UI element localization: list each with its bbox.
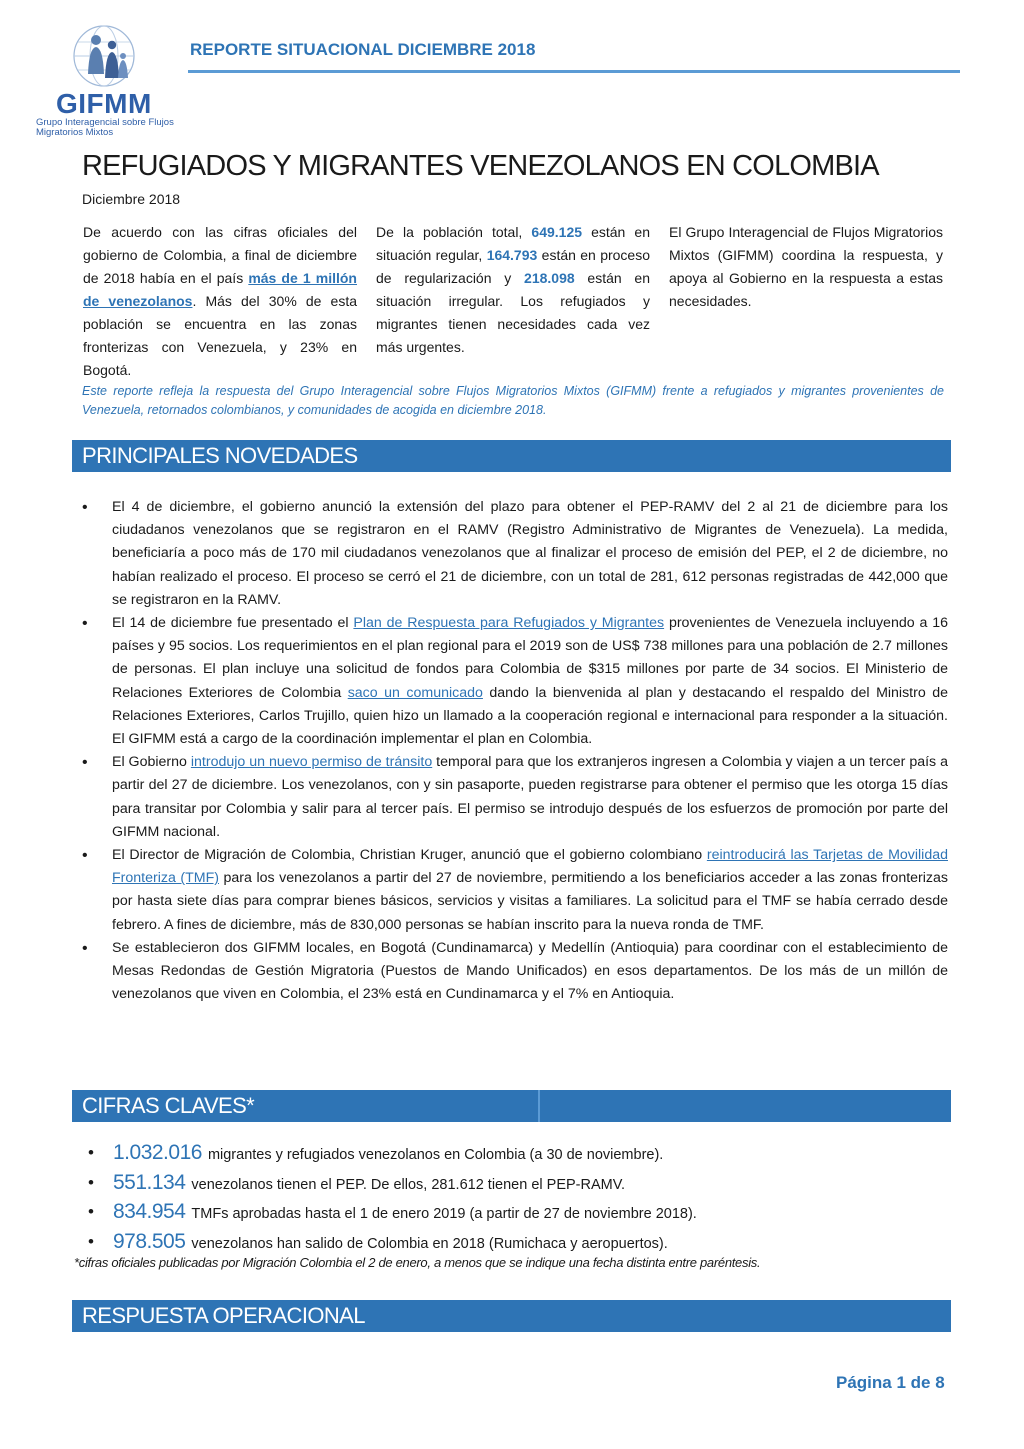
key-figure-value: 551.134 [113,1170,186,1194]
intro-note: Este reporte refleja la respuesta del Grupo Interagencial sobre Flujos Migratorios Mixtos (GIFMM) frente a refugiados y migrantes provenientes de Venezuela, retornados colombianos, y comunidades de acogida en diciembre 2018. [82,384,944,417]
key-figures-list [88,1138,948,1256]
intro-col2-number: 218.098 [524,270,575,286]
news-text: El Gobierno [112,754,191,771]
key-figure-item [88,1168,948,1198]
key-figure-item [88,1197,948,1227]
news-text: temporal para que los extranjeros ingresen a Colombia y viajen a un tercer país a partir del 27 de diciembre. Los venezolanos, con y sin pasaporte, pueden registrarse para obtener el permiso que les otorga 15 días para transitar por Colombia y salir para al tercer país. El permiso se introdujo después de los esfuerzos de promoción por parte del GIFMM nacional. [112,754,948,840]
intro-col2-text: están en situación regular, [376,224,650,263]
logo-full-name: Grupo Interagencial sobre Flujos Migratorios Mixtos [36,117,174,138]
key-figure-text: venezolanos tienen el PEP. De ellos, 281.612 tienen el PEP-RAMV. [191,1176,626,1193]
tmf-link[interactable]: reintroducirá las Tarjetas de Movilidad Fronteriza (TMF) [112,847,948,887]
header-divider [188,70,960,73]
news-item [82,612,948,751]
intro-col1-text: . Más del 30% de esta población se encuentra en las zonas fronterizas con Venezuela, y 23% en Bogotá. [83,293,357,378]
transit-permit-link[interactable]: introdujo un nuevo permiso de tránsito [190,754,433,771]
section-header-response [72,1300,951,1332]
news-text: El Director de Migración de Colombia, Christian Kruger, anunció que el gobierno colombiano [112,847,707,864]
news-item [82,844,948,937]
intro-col2-text: están en situación irregular. Los refugiados y migrantes tienen necesidades cada vez más urgentes. [376,270,650,355]
communique-link[interactable]: saco un comunicado [347,684,483,701]
intro-column-1 [83,221,357,382]
intro-col1-text: De acuerdo con las cifras oficiales del gobierno de Colombia, a final de diciembre de 2018 había en el país [83,224,357,286]
section-title: RESPUESTA OPERACIONAL [82,1303,365,1328]
news-text: para los venezolanos a partir del 27 de noviembre, permitiendo a los beneficiarios acceder a las zonas fronterizas por hasta siete días para comprar bienes básicos, servicios y visitas a familiares. La solicitud para el TMF se había cerrado desde febrero. A fines de diciembre, más de 830,000 personas se habían inscrito para la nueva ronda de TMF. [112,870,948,933]
section-title: PRINCIPALES NOVEDADES [82,443,358,468]
document-date: Diciembre 2018 [82,191,181,207]
key-figure-text: migrantes y refugiados venezolanos en Colombia (a 30 de noviembre). [207,1147,664,1163]
key-figure-text: TMFs aprobadas hasta el 1 de enero 2019 (a partir de 27 de noviembre 2018). [191,1206,697,1222]
intro-column-2 [376,221,650,359]
people-family-globe-icon [56,22,152,92]
key-figure-value: 978.505 [113,1229,186,1253]
news-item: • Se establecieron dos GIFMM locales, en Bogotá (Cundinamarca) y Medellín (Antioquia) para coordinar con el establecimiento de Mesas Redondas de Gestión Migratoria (Puestos de Mando Unificados) en esos departamentos. De los más de un millón de venezolanos que viven en Colombia, el 23% está en Cundinamarca y el 7% en Antioquia. [82,937,948,1007]
gifmm-logo [34,22,174,138]
news-item: • El 4 de diciembre, el gobierno anunció la extensión del plazo para obtener el PEP-RAMV del 2 al 21 de diciembre para los ciudadanos venezolanos que se registraron en el RAMV (Registro Administrativo de Migrantes de Venezuela). La medida, beneficiaría a poco más de 170 mil ciudadanos venezolanos que al finalizar el proceso de emisión del PEP, el 2 de diciembre, no habían realizado el proceso. El proceso se cerró el 21 de diciembre, con un total de 281, 612 personas registradas de 442,000 que se registraron en la RAMV. [82,496,948,612]
key-figures-footnote: *cifras oficiales publicadas por Migración Colombia el 2 de enero, a menos que se indique una fecha distinta entre paréntesis. [74,1255,761,1270]
news-text: provenientes de Venezuela incluyendo a 16 países y 95 socios. Los requerimientos en el plan regional para el 2019 son de US$ 738 millones para una población de 2.7 millones de personas. El plan incluye una solicitud de fondos para Colombia de $315 millones por parte de 34 socios. El Ministerio de Relaciones Exteriores de Colombia [112,615,948,701]
news-text: El 14 de diciembre fue presentado el [112,615,354,632]
response-plan-link[interactable]: Plan de Respuesta para Refugiados y Migrantes [353,615,665,632]
intro-col1-highlight: más de 1 millón de venezolanos [83,270,357,309]
key-figure-text: venezolanos han salido de Colombia en 2018 (Rumichaca y aeropuertos). [191,1235,668,1252]
news-list [82,496,948,1006]
key-figure-value: 834.954 [113,1200,186,1223]
intro-col2-number: 164.793 [486,247,538,263]
intro-col2-text: están en proceso de regularización y [376,247,651,286]
news-item [82,751,948,844]
intro-col2-number: 649.125 [531,224,583,240]
key-figure-item [88,1138,948,1168]
key-figure-value: 1.032.016 [113,1141,202,1164]
key-figure-item [88,1227,948,1257]
page-number: Página 1 de 8 [836,1373,945,1392]
report-label: REPORTE SITUACIONAL DICIEMBRE 2018 [190,40,536,59]
section-header-key-figures [72,1090,951,1122]
intro-col2-text: De la población total, [376,224,532,240]
logo-abbreviation: GIFMM [56,88,152,119]
header-divider [538,1090,540,1122]
section-title: CIFRAS CLAVES* [82,1093,255,1118]
intro-column-3: El Grupo Interagencial de Flujos Migratorios Mixtos (GIFMM) coordina la respuesta, y apoya al Gobierno en la respuesta a estas necesidades. [669,224,943,309]
document-title: REFUGIADOS Y MIGRANTES VENEZOLANOS EN COLOMBIA [82,150,879,182]
section-header-news [72,440,951,472]
news-text: dando la bienvenida al plan y destacando el respaldo del Ministro de Relaciones Exteriores, Carlos Trujillo, quien hizo un llamado a la cooperación regional e internacional para responder a la situación. El GIFMM está a cargo de la coordinación implementar el plan en Colombia. [112,684,948,748]
